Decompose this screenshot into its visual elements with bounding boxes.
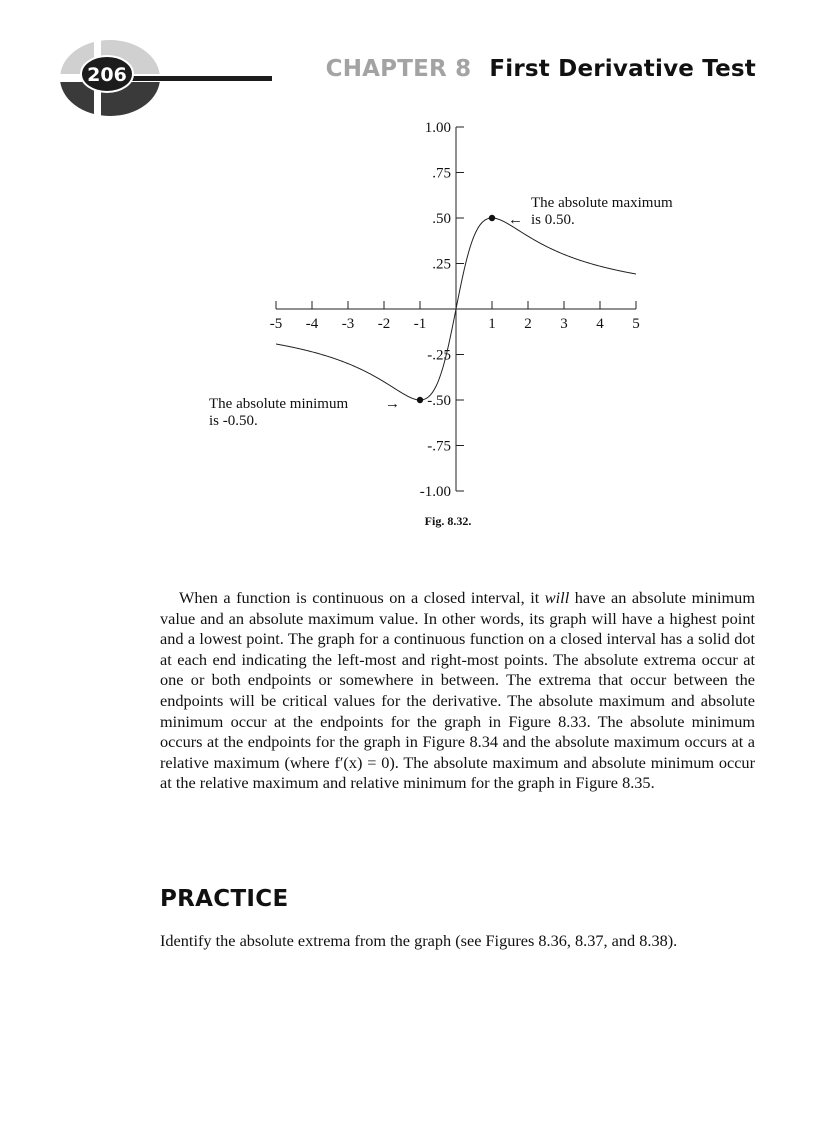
max-annotation-line2: is 0.50. <box>531 212 575 228</box>
chapter-title: First Derivative Test <box>489 56 756 82</box>
x-tick-label: -1 <box>413 316 427 332</box>
absolute-maximum-point <box>489 215 495 221</box>
body-paragraph <box>160 588 755 794</box>
y-tick-label: -1.00 <box>419 484 451 500</box>
max-annotation-arrow: ← <box>508 212 523 228</box>
y-tick-label: -.25 <box>427 347 451 364</box>
y-tick-label: .50 <box>432 211 451 227</box>
y-tick-label: 1.00 <box>424 120 451 136</box>
min-annotation-arrow: → <box>385 396 400 412</box>
y-tick-label: .25 <box>432 256 451 273</box>
x-tick-label: 4 <box>596 316 604 332</box>
chapter-label: CHAPTER 8 <box>325 56 472 82</box>
practice-heading: PRACTICE <box>160 886 289 912</box>
x-tick-label: -2 <box>377 316 391 332</box>
function-graph <box>0 0 816 560</box>
figure-8-32 <box>0 0 816 560</box>
x-tick-label: -3 <box>341 316 355 332</box>
x-tick-label: -5 <box>269 316 283 332</box>
absolute-minimum-point <box>417 397 423 403</box>
min-annotation-line1: The absolute minimum <box>209 396 349 412</box>
practice-instruction: Identify the absolute extrema from the graph (see Figures 8.36, 8.37, and 8.38). <box>160 931 678 950</box>
body-text-part-2: have an absolute minimum value and an absolute maximum value. In other words, its graph will have a highest point and a lowest point. The graph for a continuous function on a closed interval has a solid dot at each end indicating the left-most and right-most points. The absolute extrema occur at one or both endpoints or somewhere in between. The extrema that occur between the endpoints will be critical values for the derivative. The absolute maximum and absolute minimum occur at the endpoints for the graph in Figure 8.33. The absolute minimum occurs at the endpoints for the graph in Figure 8.34 and the absolute maximum occurs at a relative maximum (where f′(x) = 0). The absolute maximum and absolute minimum occur at the relative maximum and relative minimum for the graph in Figure 8.35. <box>160 588 755 793</box>
x-tick-label: 5 <box>632 316 640 332</box>
x-tick-label: 1 <box>488 316 496 332</box>
y-tick-label: -.75 <box>427 438 451 455</box>
x-tick-label: 3 <box>560 316 568 332</box>
figure-caption: Fig. 8.32. <box>424 514 472 528</box>
x-tick-label: -4 <box>305 316 319 332</box>
max-annotation-line1: The absolute maximum <box>531 195 673 211</box>
y-tick-label: .75 <box>432 165 451 182</box>
page-number: 206 <box>87 64 127 86</box>
x-tick-label: 2 <box>524 316 532 332</box>
body-text-emphasis: will <box>544 588 570 607</box>
min-annotation-line2: is -0.50. <box>209 413 258 429</box>
y-tick-label: -.50 <box>427 393 451 409</box>
body-text-part-1: When a function is continuous on a closed interval, it <box>179 588 545 607</box>
